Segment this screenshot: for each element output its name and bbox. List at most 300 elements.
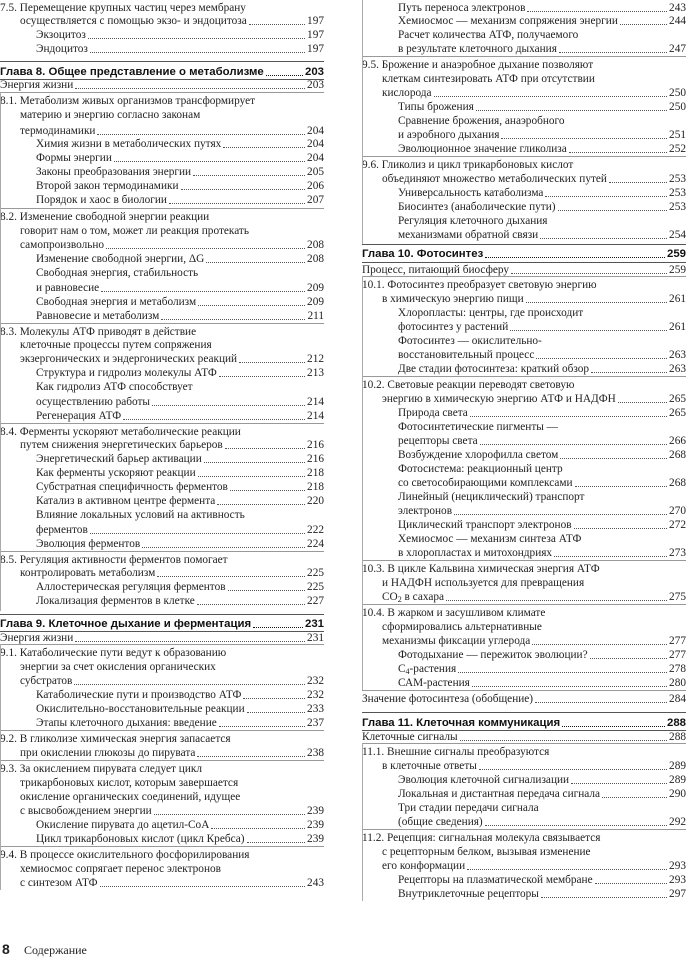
section-rule — [0, 79, 324, 80]
toc-entry — [36, 395, 324, 409]
section-rule — [362, 56, 686, 57]
toc-entry-title: в клеточные ответы — [382, 760, 477, 772]
toc-entry — [20, 438, 324, 452]
toc-page-number: 261 — [669, 321, 686, 333]
toc-page-number: 253 — [669, 173, 686, 185]
section-rule-vertical — [0, 730, 1, 760]
running-title: Содержание — [24, 943, 87, 957]
dot-leader — [100, 886, 305, 887]
toc-entry — [20, 14, 324, 28]
toc-entry — [36, 716, 324, 730]
toc-page-number: 251 — [669, 129, 686, 141]
toc-page-number: 254 — [669, 229, 686, 241]
toc-entry — [36, 42, 324, 56]
toc-entry-title: 11.1. Внешние сигналы преобразуются — [362, 746, 550, 758]
toc-page-number: 205 — [307, 166, 324, 178]
dot-leader — [574, 528, 667, 529]
section-rule-vertical — [362, 0, 363, 56]
toc-entry-title: самопроизвольно — [20, 239, 105, 251]
dot-leader — [545, 196, 667, 197]
toc-entry — [362, 831, 686, 845]
toc-entry-title: Сравнение брожения, анаэробного — [398, 115, 565, 127]
toc-entry-title: Значение фотосинтеза (обобщение) — [362, 693, 534, 705]
toc-entry — [398, 504, 686, 518]
dot-leader — [97, 134, 305, 135]
dot-leader — [106, 248, 305, 249]
toc-entry-title: Циклический транспорт электронов — [398, 519, 572, 531]
toc-entry — [382, 72, 686, 86]
toc-entry — [0, 631, 324, 645]
section-rule — [362, 829, 686, 830]
dot-leader — [114, 161, 305, 162]
dot-leader — [559, 52, 667, 53]
toc-entry — [398, 28, 686, 42]
toc-entry-title: с высвобождением энергии — [20, 805, 152, 817]
dot-leader — [527, 11, 667, 12]
toc-entry-title: со светособирающими комплексами — [398, 477, 573, 489]
toc-entry-title: (общие сведения) — [398, 816, 483, 828]
toc-entry — [36, 295, 324, 309]
toc-page-number: 259 — [669, 264, 686, 276]
toc-entry — [382, 86, 686, 100]
toc-entry-title: Как ферменты ускоряют реакции — [36, 467, 196, 479]
toc-entry-title: фотосинтез у растений — [398, 321, 509, 333]
toc-page-number: 218 — [307, 481, 324, 493]
toc-entry-title: и равновесие — [36, 282, 100, 294]
toc-page-number: 244 — [669, 15, 686, 27]
toc-page-number: 272 — [669, 519, 686, 531]
section-rule-vertical — [362, 560, 363, 604]
dot-leader — [541, 897, 667, 898]
dot-leader — [204, 462, 305, 463]
toc-entry — [382, 759, 686, 773]
section-rule — [0, 631, 324, 632]
toc-entry — [36, 832, 324, 846]
toc-entry — [382, 859, 686, 873]
toc-entry — [20, 124, 324, 138]
toc-page-number: 288 — [669, 731, 686, 743]
toc-entry — [398, 100, 686, 114]
toc-page-number: 208 — [307, 253, 324, 265]
toc-page-number: 224 — [307, 538, 324, 550]
dot-leader — [161, 319, 305, 320]
toc-entry-title: Универсальность катаболизма — [398, 187, 544, 199]
toc-entry — [36, 580, 324, 594]
toc-entry-title: 10.3. В цикле Кальвина химическая энергия АТФ — [362, 563, 600, 575]
toc-entry — [20, 776, 324, 790]
toc-page-number: 288 — [666, 717, 686, 729]
dot-leader — [239, 362, 305, 363]
toc-entry — [20, 790, 324, 804]
toc-entry — [0, 94, 324, 108]
toc-page-number: 216 — [307, 439, 324, 451]
toc-entry-title: 10.2. Световые реакции переводят световую — [362, 379, 575, 391]
toc-entry-title: 8.5. Регуляция активности ферментов помогает — [0, 554, 228, 566]
toc-entry — [398, 490, 686, 504]
toc-entry — [362, 606, 686, 620]
toc-entry — [398, 546, 686, 560]
dot-leader — [217, 504, 305, 505]
toc-entry-title: Как гидролиз АТФ способствует — [36, 381, 193, 393]
toc-entry-title: энергии за счет окисления органических — [20, 661, 216, 673]
dot-leader — [74, 684, 305, 685]
toc-entry-title: Окислительно-восстановительные реакции — [36, 703, 245, 715]
toc-entry — [20, 862, 324, 876]
toc-entry-title: Формы энергии — [36, 152, 112, 164]
dot-leader — [562, 726, 665, 727]
toc-entry — [20, 224, 324, 238]
toc-entry — [36, 137, 324, 151]
toc-entry-title: Аллостерическая регуляция ферментов — [36, 581, 226, 593]
toc-entry — [36, 494, 324, 508]
dot-leader — [591, 372, 667, 373]
dot-leader — [535, 702, 667, 703]
toc-entry-title: Фотодыхание — пережиток эволюции? — [398, 649, 588, 661]
dot-leader — [511, 273, 667, 274]
toc-entry-title: трикарбоновых кислот, которым завершается — [20, 777, 239, 789]
toc-page-number: 209 — [307, 282, 324, 294]
dot-leader — [569, 152, 667, 153]
toc-entry — [36, 193, 324, 207]
toc-page-number: 214 — [307, 396, 324, 408]
toc-entry-title: Возбуждение хлорофилла светом — [398, 449, 559, 461]
toc-entry — [382, 292, 686, 306]
toc-entry — [36, 151, 324, 165]
toc-entry — [398, 406, 686, 420]
toc-page-number: 293 — [669, 860, 686, 872]
toc-page-number: 263 — [669, 363, 686, 375]
toc-entry-title: Эволюция клеточной сигнализации — [398, 774, 570, 786]
dot-leader — [560, 458, 667, 459]
section-rule — [0, 846, 324, 847]
dot-leader — [618, 402, 667, 403]
toc-entry-title: Влияние локальных условий на активность — [36, 509, 245, 521]
toc-entry-title: Энергетический барьер активации — [36, 453, 202, 465]
toc-entry-title: 8.3. Молекулы АТФ приводят в действие — [0, 326, 197, 338]
toc-entry-title: с синтезом АТФ — [20, 877, 98, 889]
toc-page-number: 253 — [669, 201, 686, 213]
toc-entry-title: восстановительный процесс — [398, 349, 535, 361]
dot-leader — [219, 726, 305, 727]
toc-page-number: 214 — [307, 410, 324, 422]
dot-leader — [90, 533, 305, 534]
toc-entry — [36, 380, 324, 394]
toc-page-number: 243 — [669, 2, 686, 14]
toc-page-number: 275 — [669, 591, 686, 603]
dot-leader — [152, 405, 305, 406]
toc-entry-title: Энергия жизни — [0, 79, 74, 91]
toc-entry-title: осуществляется с помощью экзо- и эндоцитоза — [20, 15, 247, 27]
toc-entry-title: САМ-растения — [398, 677, 470, 689]
dot-leader — [479, 769, 667, 770]
toc-entry-title: рецепторы света — [398, 435, 478, 447]
section-rule — [0, 92, 324, 93]
toc-page-number: 222 — [307, 524, 324, 536]
toc-entry — [398, 518, 686, 532]
dot-leader — [446, 600, 667, 601]
section-rule — [362, 743, 686, 744]
toc-entry-title: в химическую энергию пищи — [382, 293, 524, 305]
toc-page-number: 212 — [307, 353, 324, 365]
section-rule-vertical — [362, 276, 363, 376]
dot-leader — [476, 110, 667, 111]
toc-entry-title: $CO_2$ в сахара — [382, 591, 445, 604]
toc-page-number: 232 — [307, 689, 324, 701]
toc-entry — [362, 730, 686, 744]
toc-entry-title: Хлоропласты: центры, где происходит — [398, 307, 584, 319]
toc-entry-title: Регенерация АТФ — [36, 410, 122, 422]
toc-entry-title: сформировались альтернативные — [382, 621, 542, 633]
dot-leader — [154, 814, 305, 815]
toc-entry — [398, 214, 686, 228]
dot-leader — [434, 96, 667, 97]
toc-entry — [398, 815, 686, 829]
toc-entry-title: 7.5. Перемещение крупных частиц через мембрану — [0, 2, 246, 14]
toc-entry-title: говорит нам о том, может ли реакция протекать — [20, 225, 250, 237]
toc-entry — [398, 1, 686, 15]
toc-entry-title: экзергонических и эндергонических реакций — [20, 353, 238, 365]
toc-entry — [20, 108, 324, 122]
dot-leader — [454, 514, 667, 515]
toc-page-number: 208 — [307, 239, 324, 251]
dot-leader — [193, 175, 305, 176]
dot-leader — [554, 556, 667, 557]
toc-entry-title: Природа света — [398, 407, 468, 419]
section-rule — [362, 690, 686, 691]
toc-entry-title: Путь переноса электронов — [398, 2, 526, 14]
dot-leader — [90, 52, 305, 53]
toc-entry — [398, 306, 686, 320]
dot-leader — [609, 182, 667, 183]
toc-entry-title: Экзоцитоз — [36, 29, 86, 41]
dot-leader — [501, 138, 667, 139]
section-rule — [362, 276, 686, 277]
toc-entry — [362, 263, 686, 277]
dot-leader — [470, 416, 667, 417]
section-rule-vertical — [362, 604, 363, 690]
dot-leader — [602, 797, 667, 798]
toc-entry — [398, 887, 686, 901]
toc-entry — [20, 674, 324, 688]
dot-leader — [575, 486, 667, 487]
toc-entry-title: Глава 9. Клеточное дыхание и ферментация — [0, 618, 252, 630]
toc-entry — [36, 452, 324, 466]
toc-entry — [20, 352, 324, 366]
toc-entry-title: 9.4. В процессе окислительного фосфорилирования — [0, 849, 250, 861]
toc-page-number: 289 — [669, 760, 686, 772]
toc-entry-title: 8.2. Изменение свободной энергии реакции — [0, 211, 210, 223]
toc-entry — [20, 566, 324, 580]
toc-entry-title: 9.6. Гликолиз и цикл трикарбоновых кислот — [362, 159, 574, 171]
toc-entry — [398, 773, 686, 787]
toc-chapter-entry — [362, 716, 686, 730]
toc-entry-title: материю и энергию согласно законам — [20, 109, 201, 121]
dot-leader — [219, 376, 305, 377]
toc-entry — [398, 801, 686, 815]
toc-page-number: 239 — [307, 805, 324, 817]
section-rule — [0, 644, 324, 645]
toc-page-number: 237 — [307, 717, 324, 729]
toc-entry-title: Равновесие и метаболизм — [36, 310, 160, 322]
toc-entry-title: Химия жизни в метаболических путях — [36, 138, 222, 150]
toc-entry-title: Цикл трикарбоновых кислот (цикл Кребса) — [36, 833, 245, 845]
toc-page-number: 297 — [669, 888, 686, 900]
toc-entry-title: Субстратная специфичность ферментов — [36, 481, 228, 493]
toc-page-number: 243 — [307, 877, 324, 889]
toc-entry — [398, 228, 686, 242]
toc-entry-title: Внутриклеточные рецепторы — [398, 888, 539, 900]
toc-entry — [362, 745, 686, 759]
toc-entry — [398, 532, 686, 546]
toc-entry-title: и НАДФН используется для превращения — [382, 577, 585, 589]
toc-entry — [20, 338, 324, 352]
toc-page-number: 265 — [669, 407, 686, 419]
toc-entry — [398, 42, 686, 56]
dot-leader — [88, 38, 305, 39]
dot-leader — [169, 203, 305, 204]
toc-entry-title: Три стадии передачи сигнала — [398, 802, 539, 814]
dot-leader — [142, 547, 305, 548]
section-rule-vertical — [0, 644, 1, 730]
toc-entry-title: Второй закон термодинамики — [36, 180, 179, 192]
dot-leader — [485, 257, 665, 258]
toc-entry-title: 9.5. Брожение и анаэробное дыхание позволяют — [362, 59, 594, 71]
toc-page-number: 263 — [669, 349, 686, 361]
toc-entry — [36, 266, 324, 280]
toc-entry — [398, 14, 686, 28]
toc-entry — [36, 537, 324, 551]
toc-entry-title: Эволюционное значение гликолиза — [398, 143, 567, 155]
toc-entry — [36, 466, 324, 480]
toc-entry-title: Процесс, питающий биосферу — [362, 264, 510, 276]
section-rule — [0, 760, 324, 761]
toc-entry-title: Фотосинтез — окислительно- — [398, 335, 542, 347]
toc-entry — [362, 158, 686, 172]
toc-page-number: 268 — [669, 477, 686, 489]
toc-entry — [36, 818, 324, 832]
section-rule-vertical — [0, 323, 1, 423]
toc-page-number: 197 — [307, 29, 324, 41]
toc-page-number: 220 — [307, 495, 324, 507]
section-rule-vertical — [0, 208, 1, 323]
toc-page-number: 227 — [307, 595, 324, 607]
toc-entry-title: Локальная и дистантная передача сигнала — [398, 788, 601, 800]
toc-page-number: 273 — [669, 547, 686, 559]
toc-page-number: 204 — [307, 125, 324, 137]
toc-entry-title: ферментов — [36, 524, 88, 536]
toc-entry — [382, 620, 686, 634]
page-number: 8 — [2, 941, 10, 957]
toc-entry — [36, 28, 324, 42]
toc-entry — [398, 434, 686, 448]
toc-entry — [0, 1, 324, 15]
toc-entry-title: Фотосистема: реакционный центр — [398, 463, 563, 475]
toc-entry-title: Типы брожения — [398, 101, 474, 113]
toc-entry — [398, 114, 686, 128]
section-rule-vertical — [362, 156, 363, 244]
toc-entry — [36, 165, 324, 179]
toc-entry-title: 9.3. За окислением пирувата следует цикл — [0, 763, 203, 775]
toc-entry — [398, 200, 686, 214]
dot-leader — [223, 147, 305, 148]
dot-leader — [197, 604, 305, 605]
toc-entry-title: термодинамики — [20, 125, 96, 137]
toc-entry-title: Свободная энергия и метаболизм — [36, 296, 197, 308]
toc-entry — [0, 210, 324, 224]
dot-leader — [510, 330, 667, 331]
toc-entry-title: и аэробного дыхания — [398, 129, 500, 141]
toc-entry-title: при окислении глюкозы до пирувата — [20, 747, 196, 759]
toc-entry-title: Катализ в активном центре фермента — [36, 495, 216, 507]
toc-page-number: 278 — [669, 663, 686, 675]
toc-entry — [382, 845, 686, 859]
toc-page-number: 265 — [669, 393, 686, 405]
section-rule — [0, 61, 324, 62]
dot-leader — [247, 842, 306, 843]
toc-entry — [382, 634, 686, 648]
section-rule — [0, 323, 324, 324]
toc-entry — [398, 676, 686, 690]
toc-page-number: 233 — [307, 703, 324, 715]
section-rule — [362, 244, 686, 245]
section-rule — [0, 730, 324, 731]
toc-entry-title: осуществлению работы — [36, 396, 151, 408]
toc-entry-title: Расчет количества АТФ, получаемого — [398, 29, 579, 41]
dot-leader — [247, 712, 305, 713]
toc-page-number: 238 — [307, 747, 324, 759]
toc-entry — [398, 320, 686, 334]
dot-leader — [540, 238, 667, 239]
toc-entry-title: Эволюция ферментов — [36, 538, 141, 550]
toc-entry-title: субстратов — [20, 675, 73, 687]
dot-leader — [590, 658, 667, 659]
toc-entry — [398, 420, 686, 434]
toc-entry — [0, 78, 324, 92]
section-rule — [362, 262, 686, 263]
dot-leader — [198, 305, 305, 306]
toc-page-number: 216 — [307, 453, 324, 465]
toc-entry-title: 10.4. В жарком и засушливом климате — [362, 607, 546, 619]
toc-page-number: 203 — [307, 79, 324, 91]
toc-entry — [382, 576, 686, 590]
toc-entry — [36, 480, 324, 494]
toc-entry-title: Клеточные сигналы — [362, 731, 458, 743]
toc-entry-title: 8.1. Метаболизм живых организмов трансформирует — [0, 95, 256, 107]
dot-leader — [480, 444, 667, 445]
dot-leader — [266, 75, 303, 76]
toc-page-number: 292 — [669, 816, 686, 828]
toc-page-number: 247 — [669, 43, 686, 55]
toc-entry — [398, 334, 686, 348]
dot-leader — [472, 686, 667, 687]
toc-entry-title: в результате клеточного дыхания — [398, 43, 557, 55]
toc-page-number: 280 — [669, 677, 686, 689]
dot-leader — [75, 641, 305, 642]
toc-entry — [362, 58, 686, 72]
dot-leader — [253, 627, 303, 628]
dot-leader — [558, 210, 668, 211]
toc-entry — [398, 362, 686, 376]
toc-page-number: 203 — [304, 66, 324, 78]
section-rule-vertical — [0, 846, 1, 890]
dot-leader — [228, 590, 305, 591]
toc-page-number: 261 — [669, 293, 686, 305]
toc-entry-title: путем снижения энергетических барьеров — [20, 439, 223, 451]
toc-entry-title: Энергия жизни — [0, 632, 74, 644]
toc-entry — [36, 702, 324, 716]
toc-page-number: 231 — [307, 632, 324, 644]
dot-leader — [458, 672, 667, 673]
